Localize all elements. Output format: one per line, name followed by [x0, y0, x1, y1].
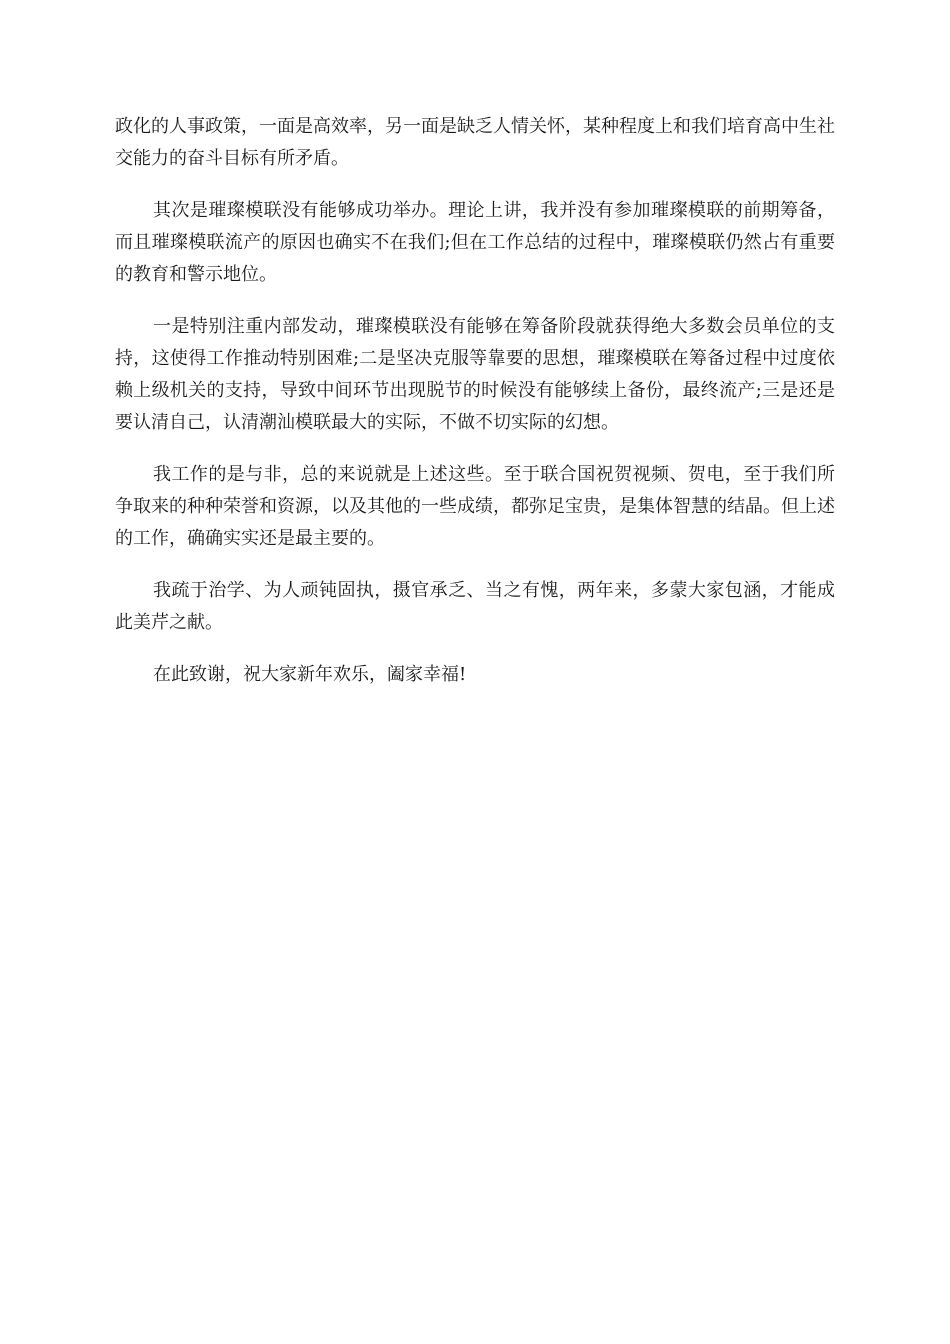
paragraph-lessons: 一是特别注重内部发动，璀璨模联没有能够在筹备阶段就获得绝大多数会员单位的支持，这使得工作推动特别困难;二是坚决克服等靠要的思想，璀璨模联在筹备过程中过度依赖上级机关的支持，导致中间环节出现脱节的时候没有能够续上备份，最终流产;三是还是要认清自己，认清潮汕模联最大的实际，不做不切实际的幻想。 — [115, 316, 835, 433]
paragraph-humility: 我疏于治学、为人顽钝固执，摄官承乏、当之有愧，两年来，多蒙大家包涵，才能成此美芹之献。 — [115, 580, 835, 633]
paragraph-continuation: 政化的人事政策，一面是高效率，另一面是缺乏人情关怀，某种程度上和我们培育高中生社交能力的奋斗目标有所矛盾。 — [115, 116, 835, 169]
paragraph-second-issue: 其次是璀璨模联没有能够成功举办。理论上讲，我并没有参加璀璨模联的前期筹备，而且璀璨模联流产的原因也确实不在我们;但在工作总结的过程中，璀璨模联仍然占有重要的教育和警示地位。 — [115, 200, 835, 285]
document-body — [115, 111, 835, 711]
paragraph-closing: 在此致谢，祝大家新年欢乐，阖家幸福! — [153, 664, 467, 685]
paragraph-summary: 我工作的是与非，总的来说就是上述这些。至于联合国祝贺视频、贺电，至于我们所争取来的种种荣誉和资源，以及其他的一些成绩，都弥足宝贵，是集体智慧的结晶。但上述的工作，确确实实还是最主要的。 — [115, 464, 835, 549]
